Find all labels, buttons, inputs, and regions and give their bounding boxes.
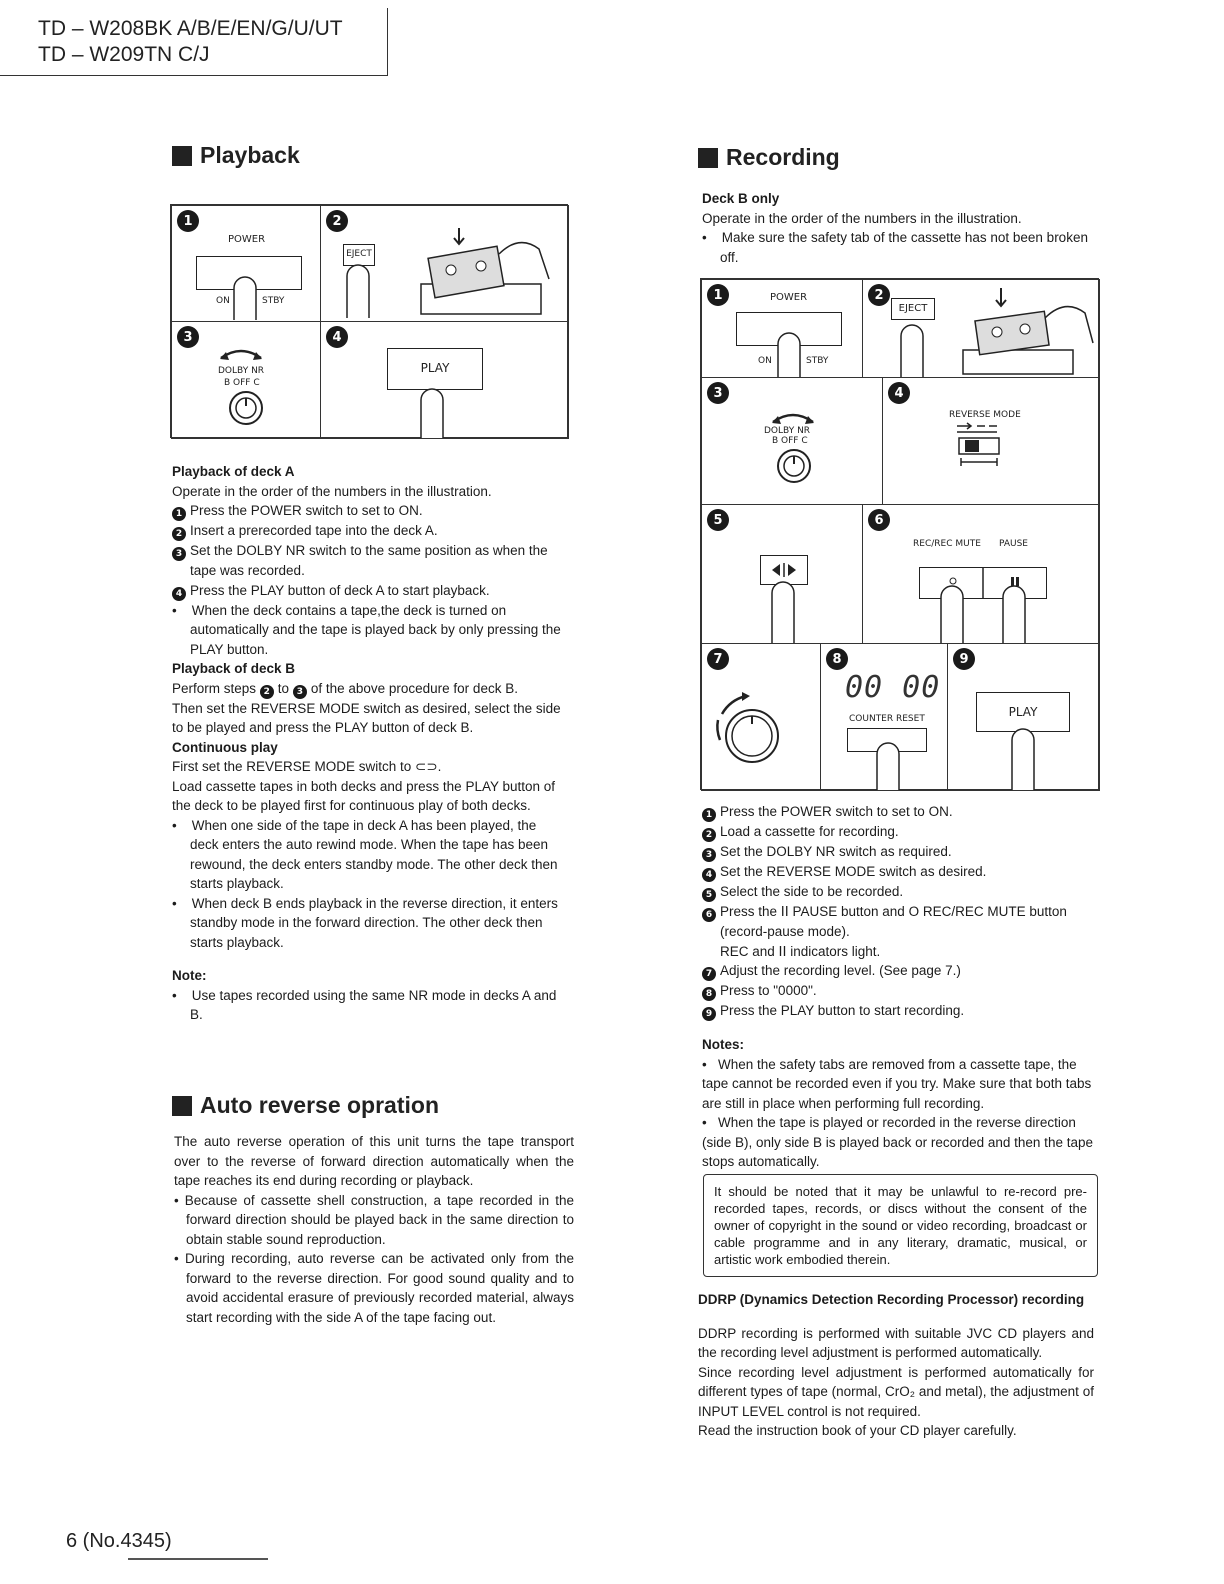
step-number-icon: 8 [702, 987, 716, 1001]
stby-label: STBY [262, 296, 285, 306]
deck-a-title: Playback of deck A [172, 464, 295, 479]
step-number-icon: 2 [702, 828, 716, 842]
dolby-nr-label: DOLBY NR [218, 366, 265, 376]
recording-heading-text: Recording [726, 144, 840, 170]
step-number: 8 [826, 648, 848, 670]
deck-b-only-title: Deck B only [702, 191, 780, 206]
bullet-a: • When the deck contains a tape,the deck is turned on automatically and the tape is played back by only pressing the PLAY button. [172, 602, 561, 657]
deck-b-steps: Perform steps 2 to 3 of the above procedure for deck B. [172, 680, 518, 697]
ddrp-p1: DDRP recording is performed with suitable JVC CD players and the recording level adjustment is performed automatically. [698, 1325, 1094, 1360]
recording-step-1-cell [701, 279, 863, 378]
footer-divider [128, 1558, 268, 1560]
step-number-icon: 9 [702, 1007, 716, 1021]
recording-heading [698, 144, 840, 171]
auto-reverse-b2: • During recording, auto reverse can be activated only from the forward to the reverse direction. For good sound quality and to avoid accidental erasure of previously recorded material, always start recording with the side A of the tape facing out. [174, 1251, 574, 1325]
rec-step-4: 4 Set the REVERSE MODE switch as desired. [702, 862, 1098, 882]
rec-step-7: 7 Adjust the recording level. (See page 7.) [702, 961, 1098, 981]
step-number: 7 [707, 648, 729, 670]
rec-step-8: 8 Press to "0000". [702, 981, 1098, 1001]
step-number-icon: 3 [293, 685, 307, 699]
step-number-icon: 3 [172, 547, 186, 561]
recording-step-6-cell [862, 504, 1100, 644]
playback-heading-text: Playback [200, 142, 300, 168]
step-number: 1 [177, 210, 199, 232]
copyright-notice-box: It should be noted that it may be unlawful to re-record pre-recorded tapes, records, or discs without the consent of the owner of copyright in the sound or video recording, broadcast or cable programme and in any literary, dramatic, musical, or artistic work embodied therein. [703, 1174, 1098, 1277]
on-label: ON [758, 356, 772, 366]
playback-step-3-cell [171, 321, 321, 439]
ddrp-p3: Read the instruction book of your CD player carefully. [698, 1423, 1017, 1438]
finger-icon [343, 258, 373, 318]
eject-button-graphic: EJECT [343, 244, 375, 266]
counter-display: 00 00 [845, 670, 941, 705]
ddrp-p2: Since recording level adjustment is performed automatically for different types of tape (normal, CrO₂ and metal), the adjustment of INPUT LEVEL control is not required. [698, 1364, 1094, 1419]
auto-reverse-b1: • Because of cassette shell construction, a tape recorded in the forward direction should be played back in the same direction to obtain stable sound reproduction. [174, 1192, 575, 1247]
notes-title: Notes: [702, 1037, 745, 1052]
auto-reverse-heading-text: Auto reverse opration [200, 1092, 439, 1118]
rec-step-5: 5 Select the side to be recorded. [702, 882, 1098, 902]
rec-step-6-indicators: REC and ⅠⅠ indicators light. [720, 943, 881, 959]
step-number: 4 [888, 382, 910, 404]
step-number: 3 [177, 326, 199, 348]
model-header-box [0, 8, 388, 76]
step-number-icon: 7 [702, 967, 716, 981]
recording-step-9-cell [947, 643, 1100, 791]
heading-square-icon [698, 148, 718, 168]
play-button-graphic: PLAY [387, 348, 483, 390]
recording-intro-text [702, 189, 1096, 267]
eject-button-graphic: EJECT [891, 298, 935, 320]
cassette-insert-icon [411, 224, 561, 319]
recording-step-4-cell [882, 377, 1100, 505]
recording-step-3-cell [701, 377, 883, 505]
recording-steps-text [702, 802, 1098, 1172]
recording-step-5-cell [701, 504, 863, 644]
counter-reset-label: COUNTER RESET [849, 714, 925, 724]
model-line-1: TD – W208BK A/B/E/EN/G/U/UT [38, 17, 343, 40]
step-number: 9 [953, 648, 975, 670]
step-number-icon: 4 [702, 868, 716, 882]
step-number: 2 [868, 284, 890, 306]
dolby-knob-icon [776, 448, 812, 484]
recording-bullet: • Make sure the safety tab of the cassette has not been broken off. [702, 230, 1088, 265]
step-number: 5 [707, 509, 729, 531]
finger-icon [774, 330, 804, 378]
step-number: 1 [707, 284, 729, 306]
deck-a-intro: Operate in the order of the numbers in the illustration. [172, 483, 492, 499]
playback-step-4-cell [320, 321, 569, 439]
b-off-c-label: B OFF C [224, 378, 260, 388]
power-label: POWER [228, 234, 266, 245]
step-a1: 1 Press the POWER switch to set to ON. [172, 501, 564, 521]
step-a3: 3 Set the DOLBY NR switch to the same position as when the tape was recorded. [172, 541, 564, 581]
continuous-play-1: First set the REVERSE MODE switch to ⊂⊃. [172, 759, 442, 774]
playback-illustration [170, 204, 568, 438]
finger-icon [417, 382, 447, 439]
step-number: 2 [326, 210, 348, 232]
step-number-icon: 3 [702, 848, 716, 862]
note-title: Note: [172, 968, 207, 983]
page-number: 6 (No.4345) [66, 1530, 172, 1552]
pause-label: PAUSE [999, 539, 1028, 549]
continuous-play-title: Continuous play [172, 739, 278, 755]
ddrp-text [698, 1290, 1094, 1441]
step-number-icon: 1 [172, 507, 186, 521]
heading-square-icon [172, 1096, 192, 1116]
step-number-icon: 4 [172, 587, 186, 601]
dolby-nr-label: DOLBY NR [764, 426, 811, 436]
auto-reverse-p1: The auto reverse operation of this unit turns the tape transport over to the reverse of forward direction automatically when the tape reaches its end during recording or playback. [174, 1134, 574, 1188]
continuous-play-2: Load cassette tapes in both decks and press the PLAY button of the deck to be played first for continuous play of both decks. [172, 778, 556, 813]
auto-reverse-heading [172, 1092, 439, 1119]
rec-pause-fingers-icon [919, 567, 1047, 644]
note-1: • Use tapes recorded using the same NR mode in decks A and B. [172, 987, 557, 1022]
playback-text [172, 462, 564, 1025]
step-number-icon: 2 [260, 685, 274, 699]
stby-label: STBY [806, 356, 829, 366]
b-off-c-label: B OFF C [772, 436, 808, 446]
deck-b-reverse: Then set the REVERSE MODE switch as desired, select the side to be played and press the PLAY button of deck B. [172, 700, 561, 735]
reverse-mode-switch-icon [953, 422, 1013, 488]
step-number-icon: 2 [172, 527, 186, 541]
recording-note-1: • When the safety tabs are removed from a cassette tape, the tape cannot be recorded even if you try. Make sure that both tabs are still in place when performing full recording. [702, 1056, 1092, 1111]
finger-icon [873, 738, 903, 791]
ddrp-title: DDRP (Dynamics Detection Recording Processor) recording [698, 1292, 1085, 1307]
cassette-insert-icon [963, 286, 1098, 378]
dolby-knob-icon [228, 390, 264, 426]
heading-square-icon [172, 146, 192, 166]
recording-level-knob-icon [712, 690, 798, 770]
finger-icon [768, 575, 798, 644]
playback-step-1-cell [171, 205, 321, 322]
continuous-bullet-2: • When deck B ends playback in the reverse direction, it enters standby mode in the forward direction. The other deck then starts playback. [172, 895, 558, 950]
recording-illustration [700, 278, 1099, 790]
continuous-bullet-1: • When one side of the tape in deck A has been played, the deck enters the auto rewind mode. When the tape has been rewound, the deck enters standby mode. The other deck then starts playback. [172, 817, 558, 891]
playback-step-2-cell [320, 205, 569, 322]
auto-reverse-text [174, 1132, 574, 1327]
reverse-mode-label: REVERSE MODE [949, 410, 1021, 420]
rec-step-1: 1 Press the POWER switch to set to ON. [702, 802, 1098, 822]
step-a4: 4 Press the PLAY button of deck A to start playback. [172, 581, 564, 601]
play-button-graphic: PLAY [976, 692, 1070, 732]
rec-step-2: 2 Load a cassette for recording. [702, 822, 1098, 842]
finger-icon [1008, 722, 1038, 791]
step-number-icon: 1 [702, 808, 716, 822]
on-label: ON [216, 296, 230, 306]
recording-step-2-cell [862, 279, 1100, 378]
step-number-icon: 6 [702, 908, 716, 922]
step-number: 3 [707, 382, 729, 404]
recording-step-8-cell [820, 643, 948, 791]
model-line-2: TD – W209TN C/J [38, 43, 210, 66]
recording-intro: Operate in the order of the numbers in the illustration. [702, 210, 1022, 226]
recording-note-2: • When the tape is played or recorded in the reverse direction (side B), only side B is played back or recorded and then the tape stops automatically. [702, 1115, 1093, 1169]
step-a2: 2 Insert a prerecorded tape into the deck A. [172, 521, 564, 541]
step-number: 6 [868, 509, 890, 531]
rec-rec-mute-label: REC/REC MUTE [913, 539, 981, 549]
finger-icon [897, 318, 927, 378]
power-label: POWER [770, 292, 808, 303]
rec-step-6: 6 Press the ⅠⅠ PAUSE button and O REC/REC MUTE button (record-pause mode). [702, 902, 1098, 942]
rotate-arrow-icon [216, 342, 266, 362]
deck-b-title: Playback of deck B [172, 661, 296, 676]
rec-step-3: 3 Set the DOLBY NR switch as required. [702, 842, 1098, 862]
step-number: 4 [326, 326, 348, 348]
finger-icon [230, 274, 260, 320]
step-number-icon: 5 [702, 888, 716, 902]
recording-step-7-cell [701, 643, 821, 791]
playback-heading [172, 142, 300, 169]
rec-step-9: 9 Press the PLAY button to start recording. [702, 1001, 1098, 1021]
rotate-arrow-icon [768, 406, 818, 426]
